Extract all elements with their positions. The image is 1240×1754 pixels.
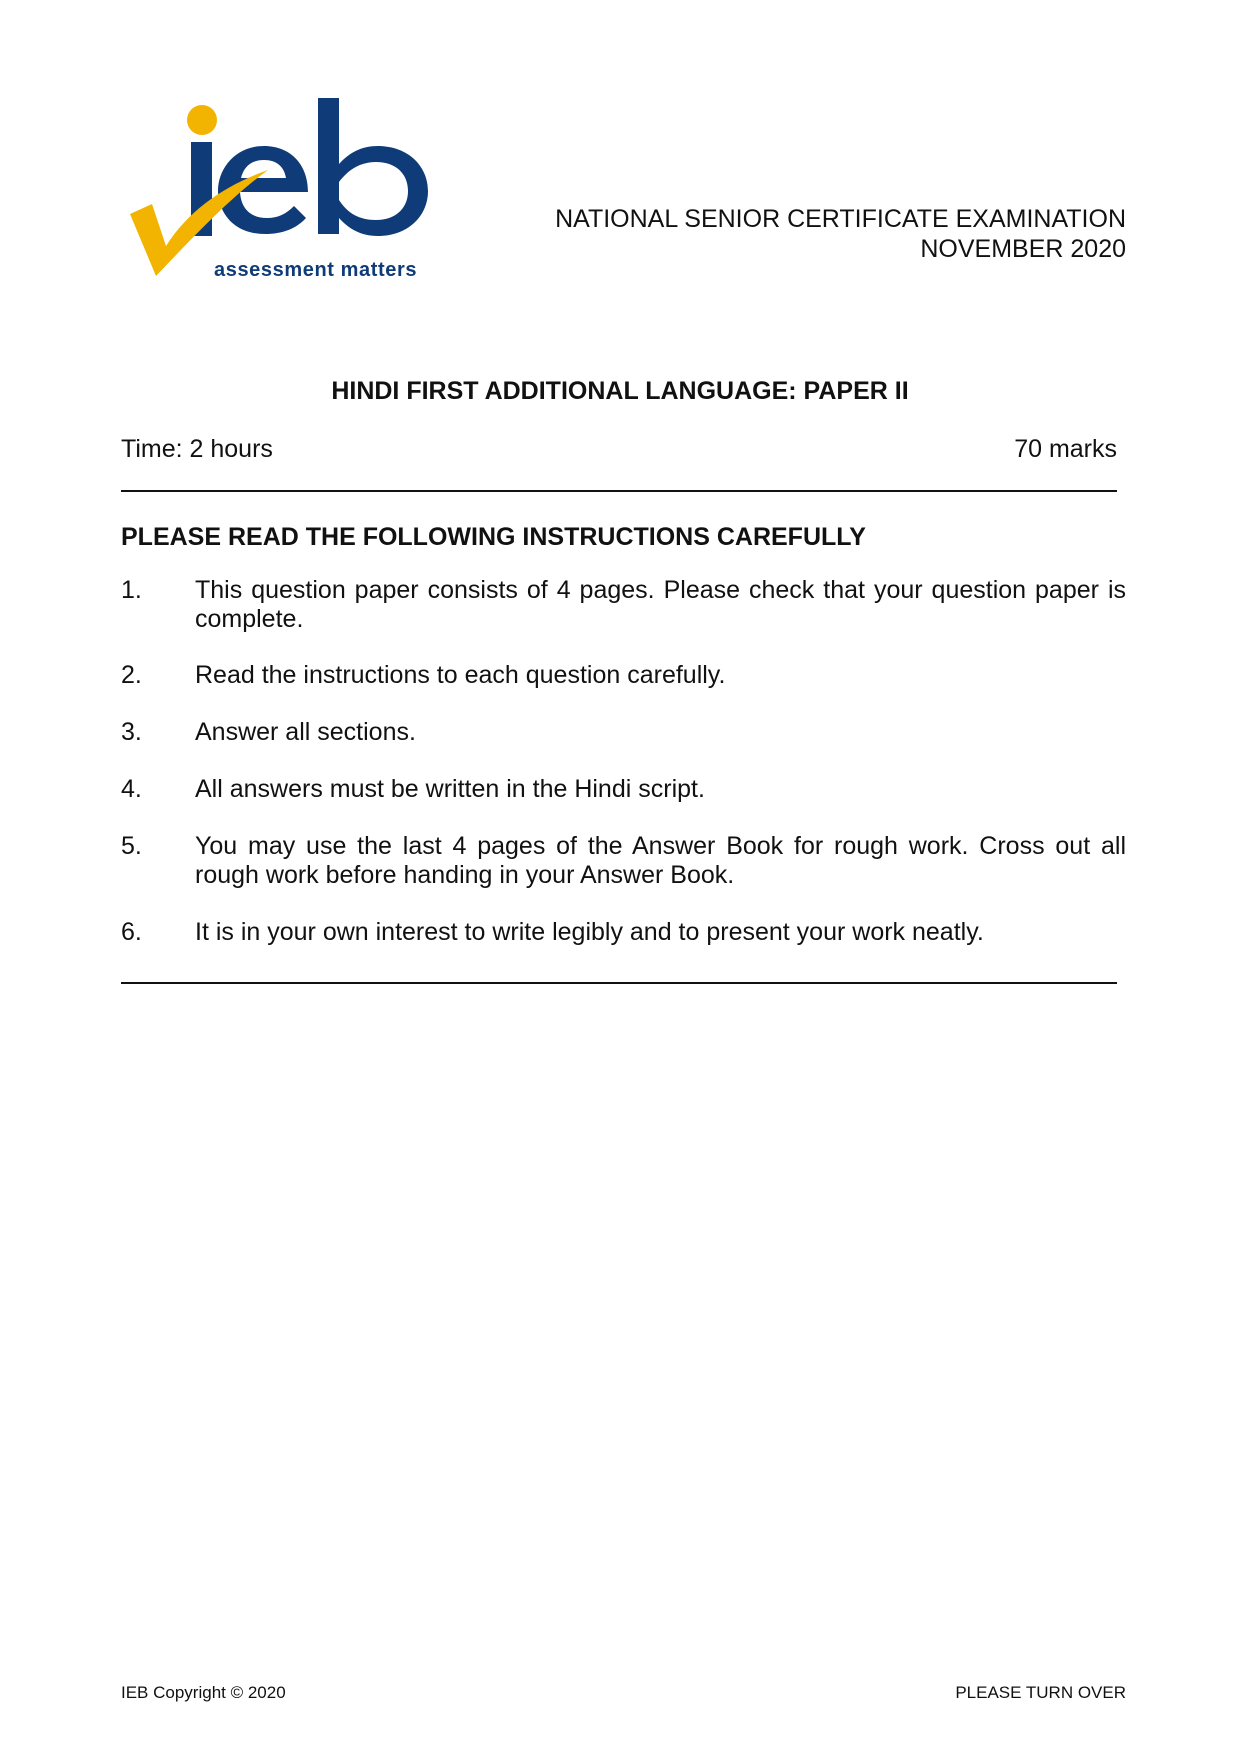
instruction-item [121, 718, 1126, 747]
instruction-text: Read the instructions to each question carefully. [195, 661, 726, 689]
footer-copyright: IEB Copyright © 2020 [121, 1683, 286, 1702]
divider-bottom [121, 982, 1117, 984]
instruction-text: It is in your own interest to write legibly and to present your work neatly. [195, 918, 984, 946]
instruction-text: Answer all sections. [195, 718, 416, 746]
instructions-heading: PLEASE READ THE FOLLOWING INSTRUCTIONS CAREFULLY [121, 523, 866, 551]
instruction-text: You may use the last 4 pages of the Answer Book for rough work. Cross out all rough work before handing in your Answer Book. [195, 832, 1126, 889]
instruction-text: This question paper consists of 4 pages. Please check that your question paper is complete. [195, 576, 1126, 633]
instruction-number: 6. [121, 918, 142, 946]
divider-top [121, 490, 1117, 492]
instruction-number: 4. [121, 775, 142, 803]
instruction-item [121, 576, 1126, 634]
paper-title: HINDI FIRST ADDITIONAL LANGUAGE: PAPER II [331, 377, 909, 405]
exam-session-line: NOVEMBER 2020 [920, 235, 1126, 263]
instruction-number: 2. [121, 661, 142, 689]
instruction-item [121, 775, 1126, 804]
exam-time: Time: 2 hours [121, 435, 273, 463]
exam-marks: 70 marks [1014, 435, 1117, 463]
instruction-number: 3. [121, 718, 142, 746]
logo-tagline: assessment matters [214, 259, 418, 281]
instruction-item [121, 918, 1126, 947]
exam-header [555, 204, 1126, 264]
instruction-number: 5. [121, 832, 142, 860]
instruction-item [121, 661, 1126, 690]
instruction-item [121, 832, 1126, 890]
instruction-text: All answers must be written in the Hindi script. [195, 775, 705, 803]
footer-turn-over: PLEASE TURN OVER [955, 1683, 1126, 1702]
exam-title-line: NATIONAL SENIOR CERTIFICATE EXAMINATION [555, 205, 1126, 233]
instruction-number: 1. [121, 576, 142, 604]
